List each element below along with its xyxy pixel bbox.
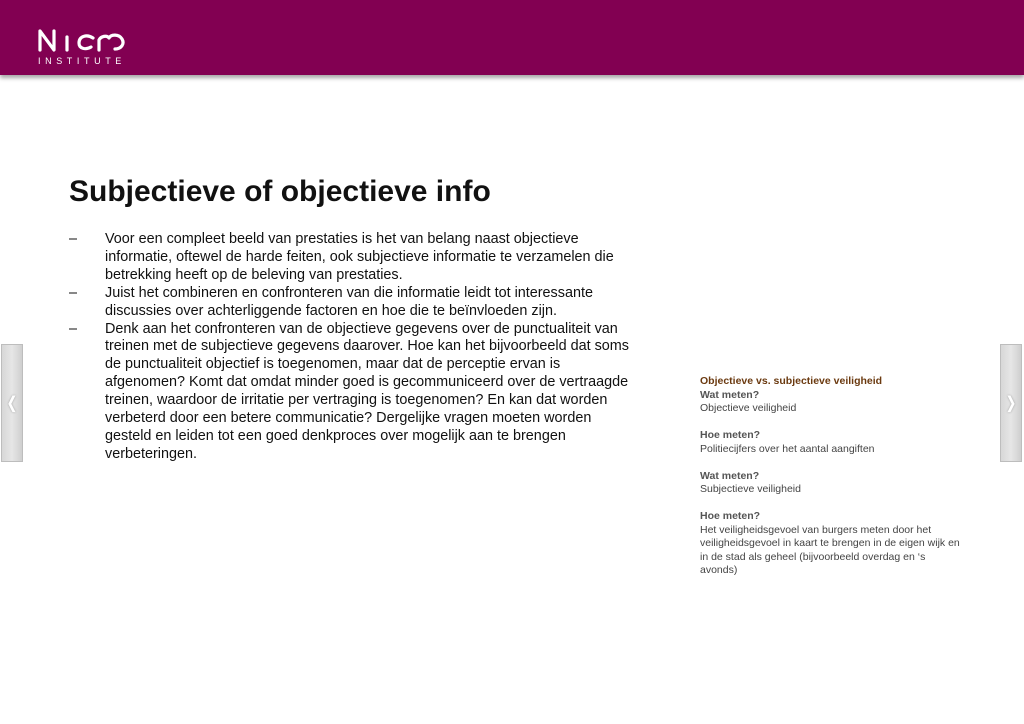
bullet-dash: – [69, 320, 78, 337]
spacer [700, 456, 962, 470]
side-note-title: Objectieve vs. subjectieve veiligheid [700, 375, 883, 387]
logo-institute-text: INSTITUTE [38, 56, 126, 66]
how-measure-value-1: Politiecijfers over het aantal aangiften [700, 442, 875, 455]
bullet-text: Denk aan het confronteren van de objectieve gegevens over de punctualiteit van treinen met de subjectieve gegevens daarover. Hoe kan het bijvoorbeeld dat soms de punctualiteit objectief is toegenomen, maar dat de perceptie ervan is afgenomen? Komt dat omdat minder goed is gecommuniceerd over de vertraagde treinen, waardoor de irritatie per vertraging is toegenomen? En kan dat worden verbeterd door een betere communicatie? Dergelijke vragen moeten worden gesteld en leiden tot een goed denkproces over mogelijk aan te brengen verbeteringen. [105, 320, 629, 462]
chevron-right-icon: ❭ [1004, 395, 1018, 412]
bullet-text: Juist het combineren en confronteren van die informatie leidt tot interessante discussies over achterliggende factoren en hoe die te beïnvloeden zijn. [105, 284, 593, 319]
page-title: Subjectieve of objectieve info [69, 175, 491, 208]
how-measure-label-1: Hoe meten? [700, 429, 761, 441]
bullet-item [69, 321, 629, 464]
bullet-dash: – [69, 231, 78, 247]
how-measure-label-2: Hoe meten? [700, 510, 761, 522]
what-measure-value-1: Objectieve veiligheid [700, 402, 797, 414]
spacer [700, 416, 962, 430]
bullet-text: Voor een compleet beeld van prestaties is het van belang naast objectieve informatie, oftewel de harde feiten, ook subjectieve informatie te verzamelen die betrekking heeft op de beleving van prestaties. [105, 231, 614, 283]
nicis-logo-mark [37, 28, 132, 52]
side-note [700, 375, 962, 578]
spacer [700, 497, 962, 511]
what-measure-value-2: Subjectieve veiligheid [700, 483, 801, 495]
bullet-dash: – [69, 284, 78, 301]
previous-slide-button[interactable] [1, 344, 23, 462]
bullet-list [69, 231, 629, 464]
next-slide-button[interactable] [1000, 344, 1022, 462]
header-bar [0, 0, 1024, 75]
how-measure-value-2: Het veiligheidsgevoel van burgers meten door het veiligheidsgevoel in kaart te brengen in de eigen wijk en in de stad als geheel (bijvoorbeeld overdag en ‘s avonds) [700, 523, 960, 576]
what-measure-label-2: Wat meten? [700, 469, 760, 482]
what-measure-label-1: Wat meten? [700, 388, 760, 401]
bullet-item [69, 285, 629, 321]
bullet-item [69, 231, 629, 285]
chevron-left-icon: ❬ [5, 395, 19, 412]
